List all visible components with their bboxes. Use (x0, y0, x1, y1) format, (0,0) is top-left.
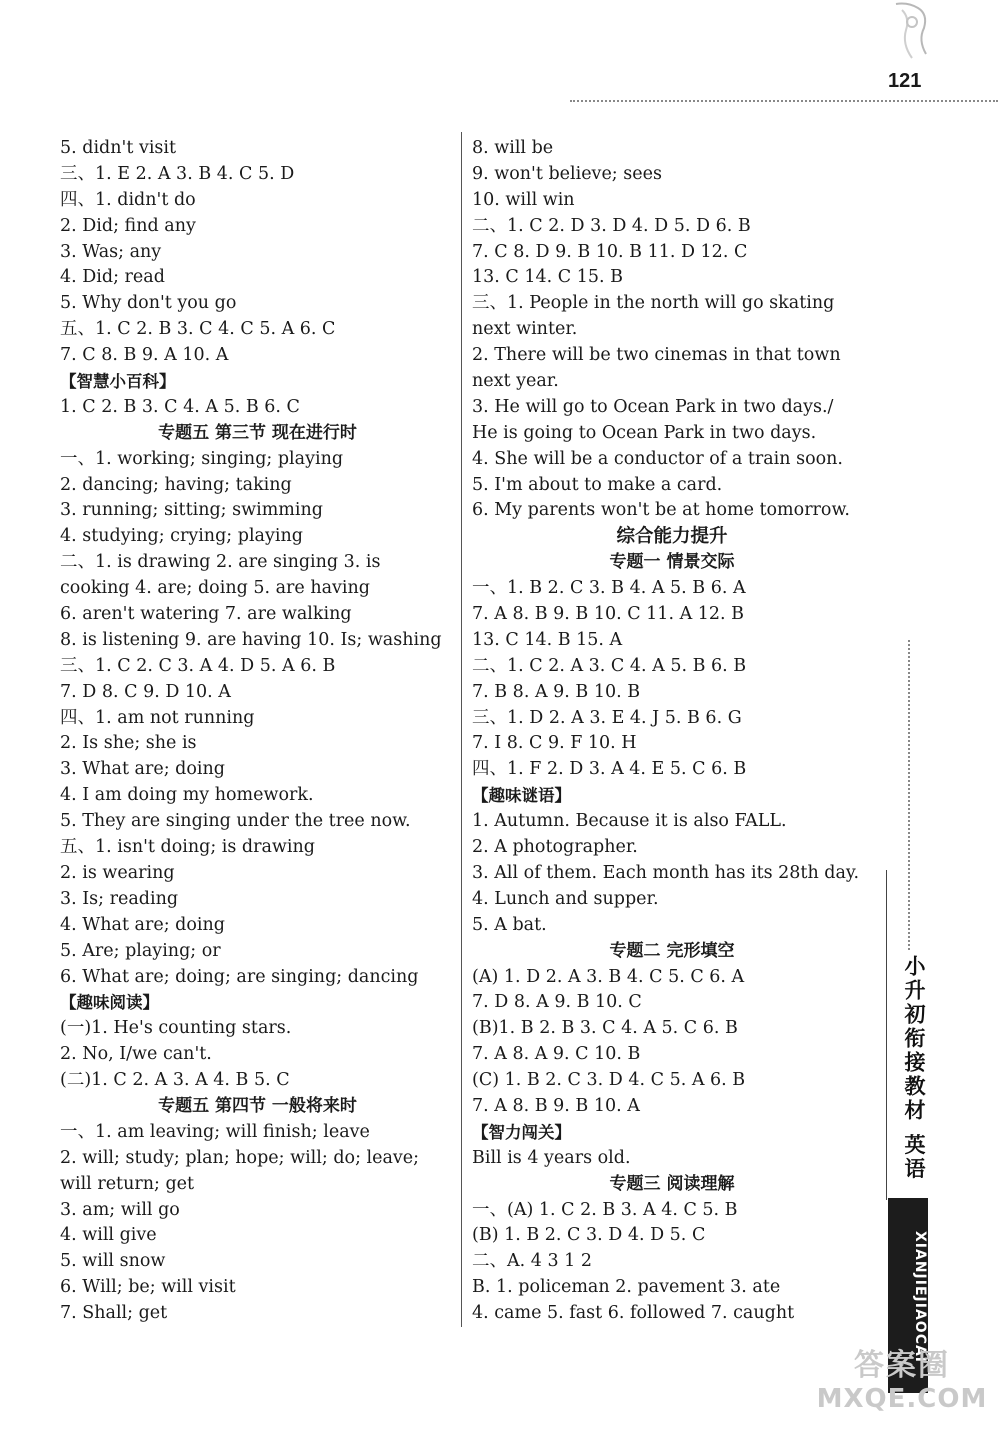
section-heading: 专题二 完形填空 (609, 940, 735, 961)
answer-line: 2. Did; find any (60, 215, 196, 236)
answer-line: 四、1. am not running (60, 707, 255, 728)
answer-line: 2. No, I/we can't. (60, 1044, 212, 1065)
answer-line: 5. didn't visit (60, 138, 177, 158)
answer-line: 5. They are singing under the tree now. (60, 811, 411, 832)
chapter-heading: 综合能力提升 (616, 526, 728, 548)
answer-line: 4. Lunch and supper. (472, 888, 659, 909)
section-label: 【趣味谜语】 (472, 786, 571, 806)
answer-line: next year. (472, 371, 559, 392)
answer-line: 1. C 2. B 3. C 4. A 5. B 6. C (60, 396, 300, 417)
answer-line: 三、1. People in the north will go skating (472, 293, 835, 314)
section-label: 【趣味阅读】 (60, 993, 159, 1013)
answer-line: (二)1. C 2. A 3. A 4. B 5. C (60, 1070, 290, 1091)
answer-line: 一、1. B 2. C 3. B 4. A 5. B 6. A (472, 578, 746, 599)
answer-line: 7. B 8. A 9. B 10. B (472, 681, 641, 702)
answer-line: 4. came 5. fast 6. followed 7. caught (472, 1303, 795, 1324)
answer-line: Bill is 4 years old. (472, 1147, 631, 1168)
answer-line: 4. She will be a conductor of a train soon. (472, 448, 843, 469)
answer-line: 10. will win (472, 189, 575, 210)
side-band-text: XIANJIEJIAOCAI (912, 1231, 928, 1364)
answer-line: 2. is wearing (60, 862, 175, 883)
answer-line: 二、1. C 2. A 3. C 4. A 5. B 6. B (472, 655, 747, 676)
corner-decoration (888, 0, 936, 62)
answer-line: 8. will be (472, 138, 554, 158)
answer-line: 5. Why don't you go (60, 293, 237, 314)
answer-line: 1. Autumn. Because it is also FALL. (472, 811, 787, 832)
watermark-logo-text: 答案圈 (854, 1348, 950, 1383)
answer-line: (C) 1. B 2. C 3. D 4. C 5. A 6. B (472, 1070, 746, 1091)
answer-line: (A) 1. D 2. A 3. B 4. C 5. C 6. A (472, 966, 745, 987)
answer-line: 一、1. am leaving; will finish; leave (60, 1121, 370, 1142)
answer-line: 二、1. is drawing 2. are singing 3. is (60, 552, 381, 573)
section-heading: 专题三 阅读理解 (609, 1173, 735, 1194)
answer-line: 4. studying; crying; playing (60, 526, 303, 547)
answer-line: 5. I'm about to make a card. (472, 474, 723, 495)
answer-line: 3. Was; any (60, 241, 162, 262)
answer-line: 7. D 8. A 9. B 10. C (472, 992, 642, 1013)
answer-line: 6. What are; doing; are singing; dancing (60, 966, 419, 987)
answer-line: 2. A photographer. (472, 837, 638, 858)
answer-line: 3. Is; reading (60, 888, 179, 909)
answer-line: 2. will; study; plan; hope; will; do; leave; (60, 1147, 420, 1168)
page-number: 121 (888, 70, 922, 92)
watermark (812, 1340, 992, 1435)
answer-line: 3. He will go to Ocean Park in two days./ (472, 396, 834, 417)
answer-line: 3. am; will go (60, 1199, 180, 1220)
side-dotted-rule (908, 640, 910, 950)
side-rule (886, 870, 887, 1200)
answer-line: 6. My parents won't be at home tomorrow. (472, 500, 850, 521)
answer-line: 13. C 14. C 15. B (472, 267, 623, 288)
answer-line: 2. There will be two cinemas in that town (472, 345, 841, 366)
answer-line: 13. C 14. B 15. A (472, 629, 623, 650)
answer-line: 三、1. E 2. A 3. B 4. C 5. D (60, 163, 295, 184)
answer-line: 三、1. C 2. C 3. A 4. D 5. A 6. B (60, 655, 336, 676)
answer-line: (一)1. He's counting stars. (60, 1018, 292, 1039)
answer-line: 7. D 8. C 9. D 10. A (60, 681, 231, 702)
answer-line: 7. Shall; get (60, 1303, 168, 1324)
answer-line: 三、1. D 2. A 3. E 4. J 5. B 6. G (472, 707, 742, 728)
answer-line: 5. A bat. (472, 914, 547, 935)
answer-line: B. 1. policeman 2. pavement 3. ate (472, 1277, 781, 1298)
answer-line: will return; get (60, 1173, 195, 1194)
left-column (60, 136, 455, 1327)
answer-line: 二、1. C 2. D 3. D 4. D 5. D 6. B (472, 215, 751, 236)
answer-line: 四、1. F 2. D 3. A 4. E 5. C 6. B (472, 759, 747, 780)
answer-line: 7. A 8. B 9. B 10. A (472, 1095, 640, 1116)
header-dotted-rule (570, 100, 998, 102)
answer-line: (B) 1. B 2. C 3. D 4. D 5. C (472, 1225, 706, 1246)
answer-line: 四、1. didn't do (60, 189, 196, 210)
answer-line: 7. C 8. B 9. A 10. A (60, 345, 229, 366)
answer-line: (B)1. B 2. B 3. C 4. A 5. C 6. B (472, 1018, 738, 1039)
answer-line: 二、A. 4 3 1 2 (472, 1251, 592, 1272)
section-heading: 专题五 第三节 现在进行时 (158, 422, 357, 443)
answer-line: 一、1. working; singing; playing (60, 448, 344, 469)
answer-line: 7. C 8. D 9. B 10. B 11. D 12. C (472, 241, 748, 262)
answer-line: 4. Did; read (60, 267, 165, 288)
answer-line: 4. What are; doing (60, 914, 225, 935)
answer-line: 7. I 8. C 9. F 10. H (472, 733, 637, 754)
answer-line: 五、1. C 2. B 3. C 4. C 5. A 6. C (60, 319, 336, 340)
answer-line: 4. I am doing my homework. (60, 785, 314, 806)
answer-line: 5. will snow (60, 1251, 166, 1272)
answer-line: 五、1. isn't doing; is drawing (60, 837, 315, 858)
answer-line: 7. A 8. A 9. C 10. B (472, 1044, 641, 1065)
answer-line: 一、(A) 1. C 2. B 3. A 4. C 5. B (472, 1199, 738, 1220)
answer-line: 7. A 8. B 9. B 10. C 11. A 12. B (472, 604, 745, 625)
answer-line: He is going to Ocean Park in two days. (472, 422, 817, 443)
right-column (472, 136, 872, 1327)
answer-line: 8. is listening 9. are having 10. Is; washing (60, 629, 442, 650)
answer-line: 5. Are; playing; or (60, 940, 221, 961)
answer-line: 9. won't believe; sees (472, 163, 662, 184)
answer-line: cooking 4. are; doing 5. are having (60, 578, 370, 599)
answer-line: next winter. (472, 319, 578, 340)
section-heading: 专题一 情景交际 (609, 552, 735, 573)
answer-line: 6. Will; be; will visit (60, 1277, 236, 1298)
answer-line: 3. running; sitting; swimming (60, 500, 323, 521)
answer-line: 6. aren't watering 7. are walking (60, 604, 352, 625)
watermark-url: MXQE.COM (816, 1384, 988, 1414)
answer-line: 4. will give (60, 1225, 157, 1246)
book-title-vertical: 小升初衔接教材 英语 (902, 955, 926, 1182)
section-heading: 专题五 第四节 一般将来时 (158, 1095, 357, 1116)
section-label: 【智力闯关】 (472, 1122, 571, 1142)
answer-line: 2. dancing; having; taking (60, 474, 292, 495)
answer-line: 3. All of them. Each month has its 28th day. (472, 862, 860, 883)
section-label: 【智慧小百科】 (60, 372, 176, 392)
answer-line: 2. Is she; she is (60, 733, 197, 754)
column-divider (461, 132, 462, 1327)
answer-line: 3. What are; doing (60, 759, 225, 780)
